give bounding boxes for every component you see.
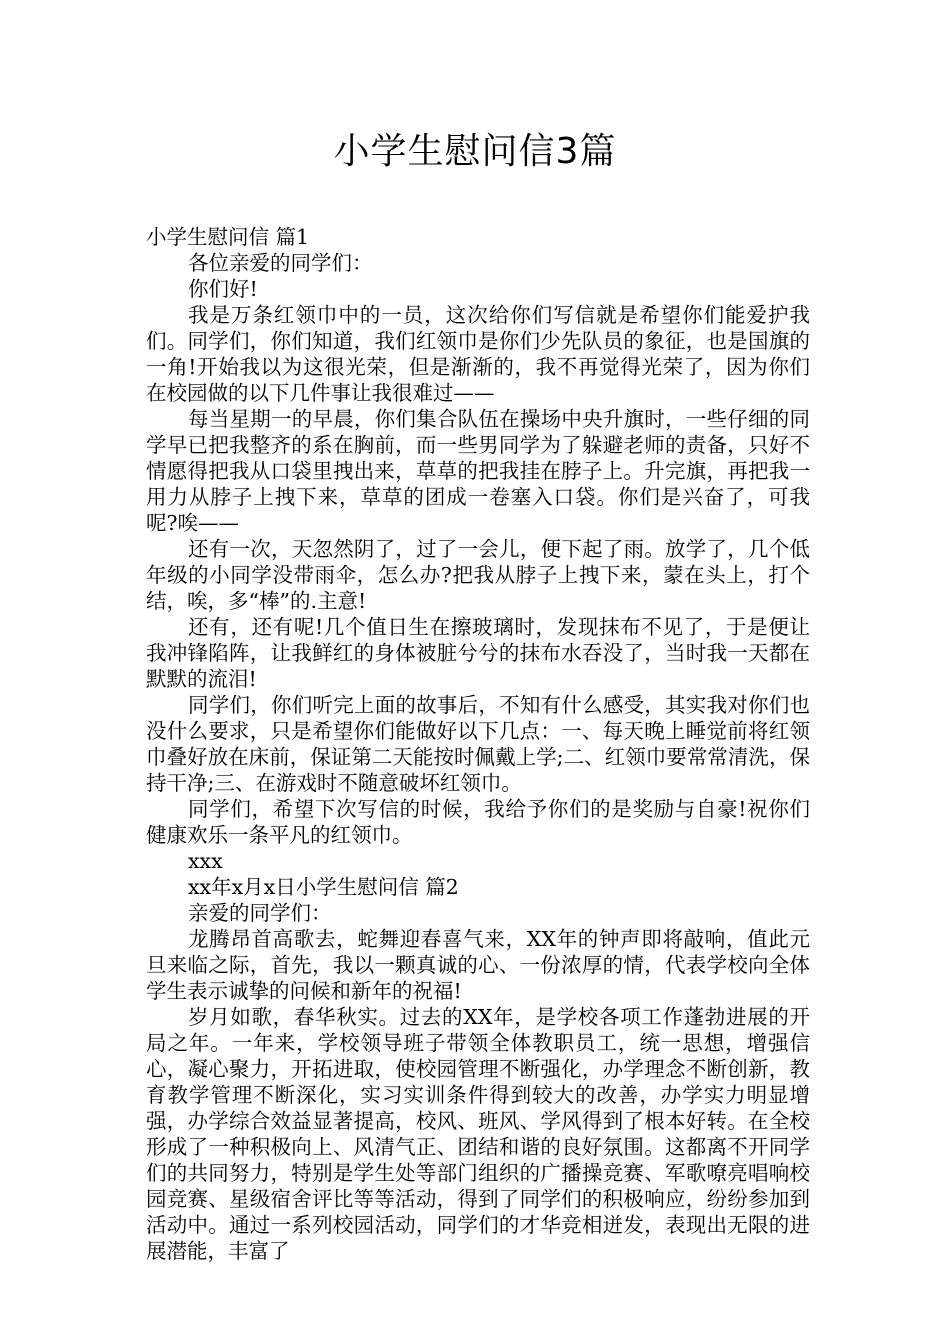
body-paragraph: 亲爱的同学们：: [188, 901, 332, 925]
section-heading: 小学生慰问信 篇1: [146, 225, 310, 249]
body-paragraph: 我是万条红领巾中的一员，这次给你们写信就是希望你们能爱护我们。同学们，你们知道，我们红领巾是你们少先队员的象征，也是国旗的一角!开始我以为这很光荣，但是渐渐的，我不再觉得光荣了，因为你们在校园做的以下几件事让我很难过——: [146, 303, 810, 405]
body-paragraph: 你们好!: [188, 277, 258, 301]
body-paragraph: 还有一次，天忽然阴了，过了一会儿，便下起了雨。放学了，几个低年级的小同学没带雨伞，怎么办?把我从脖子上拽下来，蒙在头上，打个结，唉，多“棒”的.主意!: [146, 537, 810, 613]
body-paragraph: xxx: [188, 849, 223, 873]
body-paragraph: 岁月如歌，春华秋实。过去的XX年，是学校各项工作蓬勃进展的开局之年。一年来，学校领导班子带领全体教职员工，统一思想，增强信心，凝心聚力，开拓进取，使校园管理不断强化，办学理念不断创新，教育教学管理不断深化，实习实训条件得到较大的改善，办学实力明显增强，办学综合效益显著提高，校风、班风、学风得到了根本好转。在全校形成了一种积极向上、风清气正、团结和谐的良好氛围。这都离不开同学们的共同努力，特别是学生处等部门组织的广播操竞赛、军歌嘹亮唱响校园竞赛、星级宿舍评比等等活动，得到了同学们的积极响应，纷纷参加到活动中。通过一系列校园活动，同学们的才华竞相迸发，表现出无限的进展潜能，丰富了: [146, 1005, 810, 1263]
body-paragraph: 还有，还有呢!几个值日生在擦玻璃时，发现抹布不见了，于是便让我冲锋陷阵，让我鲜红的身体被脏兮兮的抹布水吞没了，当时我一天都在默默的流泪!: [146, 615, 810, 691]
body-paragraph: xx年x月x日小学生慰问信 篇2: [188, 875, 459, 899]
document-title: 小学生慰问信3篇: [333, 131, 617, 172]
body-paragraph: 各位亲爱的同学们：: [188, 251, 373, 275]
body-paragraph: 同学们，希望下次写信的时候，我给予你们的是奖励与自豪!祝你们健康欢乐一条平凡的红领巾。: [146, 797, 810, 847]
body-paragraph: 龙腾昂首高歌去，蛇舞迎春喜气来，XX年的钟声即将敲响，值此元旦来临之际，首先，我以一颗真诚的心、一份浓厚的情，代表学校向全体学生表示诚挚的问候和新年的祝福!: [146, 927, 810, 1003]
body-paragraph: 每当星期一的早晨，你们集合队伍在操场中央升旗时，一些仔细的同学早已把我整齐的系在胸前，而一些男同学为了躲避老师的责备，只好不情愿得把我从口袋里拽出来，草草的把我挂在脖子上。升完旗，再把我一用力从脖子上拽下来，草草的团成一卷塞入口袋。你们是兴奋了，可我呢?唉——: [146, 407, 810, 535]
body-paragraph: 同学们，你们听完上面的故事后，不知有什么感受，其实我对你们也没什么要求，只是希望你们能做好以下几点：一、每天晚上睡觉前将红领巾叠好放在床前，保证第二天能按时佩戴上学;二、红领巾要常常清洗，保持干净;三、在游戏时不随意破坏红领巾。: [146, 693, 810, 795]
document-body: [146, 224, 810, 1264]
